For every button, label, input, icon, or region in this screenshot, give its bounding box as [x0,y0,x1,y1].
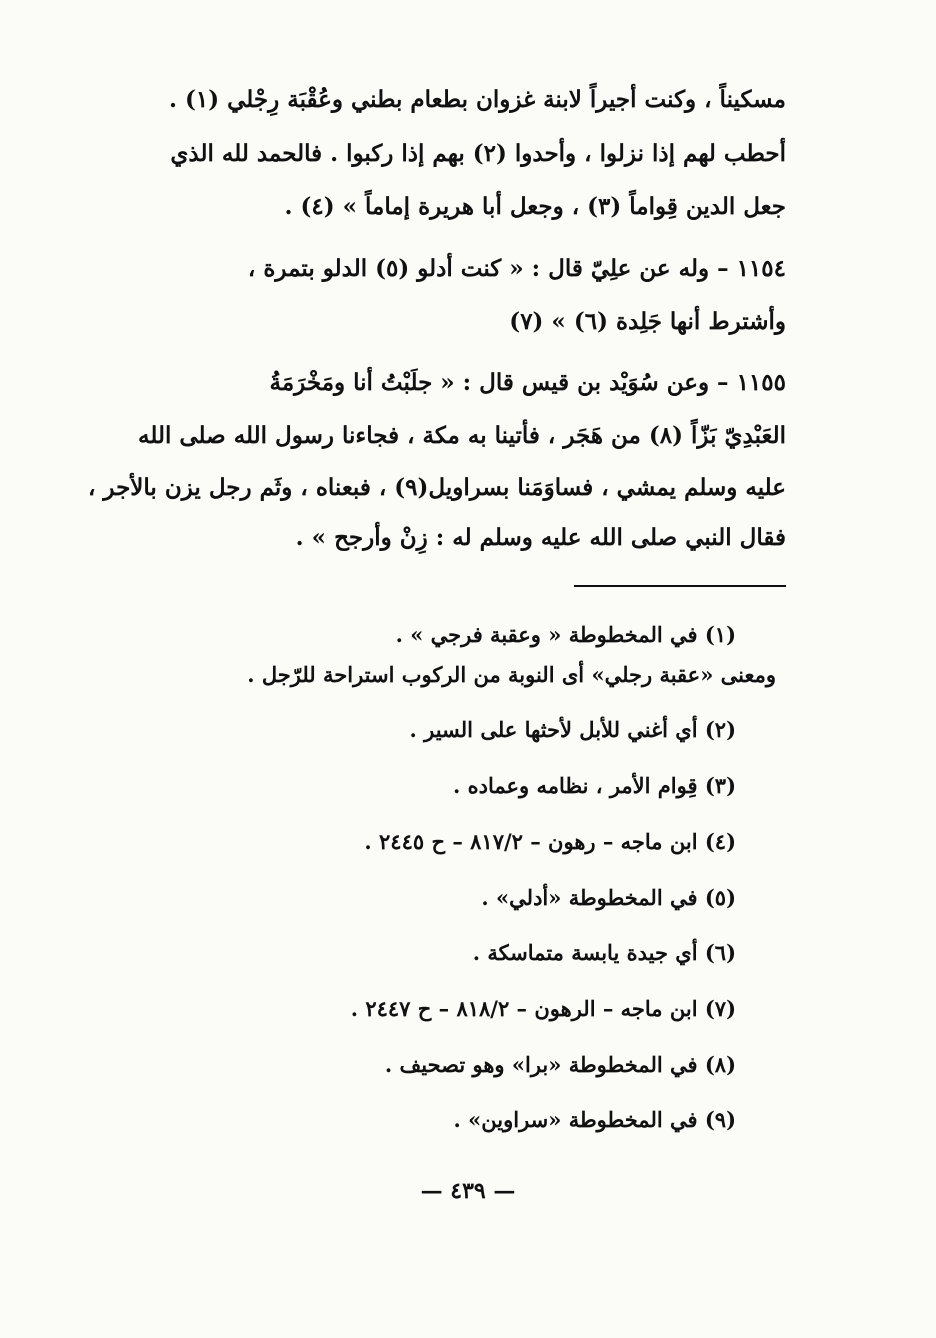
footnote-1: (١) في المخطوطة « وعقبة فرجي » . [395,622,736,647]
footnote-8: (٨) في المخطوطة «برا» وهو تصحيف . [384,1052,736,1077]
hadith-1155-line-1: ١١٥٥ – وعن سُوَيْد بن قيس قال : « جلَبْتُ أنا ومَخْرَمَةُ [269,369,786,396]
body-line-2: أحطب لهم إذا نزلوا ، وأحدوا (٢) بهم إذا ركبوا . فالحمد لله الذي [170,140,786,167]
hadith-1154-line-1: ١١٥٤ – وله عن علِيّ قال : « كنت أدلو (٥) الدلو بتمرة ، [247,255,786,282]
footnote-3: (٣) قِوام الأمر ، نظامه وعماده . [452,773,736,798]
footnote-7: (٧) ابن ماجه – الرهون – ٨١٨/٢ – ح ٢٤٤٧ . [350,996,736,1021]
footnote-4: (٤) ابن ماجه – رهون – ٨١٧/٢ – ح ٢٤٤٥ . [364,829,736,854]
body-line-1: مسكيناً ، وكنت أجيراً لابنة غزوان بطعام بطني وعُقْبَة رِجْلي (١) . [168,86,786,113]
hadith-1155-line-3: عليه وسلم يمشي ، فساوَمَنا بسراويل(٩) ، فبعناه ، وثَم رجل يزن بالأجر ، [87,474,786,501]
body-line-3: جعل الدين قِواماً (٣) ، وجعل أبا هريرة إماماً » (٤) . [284,193,786,220]
footnote-separator [574,585,786,587]
footnote-1-note: ومعنى «عقبة رجلي» أى النوبة من الركوب استراحة للرّجل . [247,662,776,687]
hadith-1155-line-2: العَبْدِيّ بَزّاً (٨) من هَجَر ، فأتينا به مكة ، فجاءنا رسول الله صلى الله [138,422,786,449]
page-number: — ٤٣٩ — [420,1178,516,1204]
hadith-1155-line-4: فقال النبي صلى الله عليه وسلم له : زِنْ وأرجح » . [295,524,786,551]
footnote-2: (٢) أي أغني للأبل لأحثها على السير . [409,717,736,742]
footnote-6: (٦) أي جيدة يابسة متماسكة . [472,940,736,965]
hadith-1154-line-2: وأشترط أنها جَلِدة (٦) » (٧) [509,308,786,335]
footnote-9: (٩) في المخطوطة «سراوين» . [453,1107,736,1132]
footnote-5: (٥) في المخطوطة «أدلي» . [481,885,736,910]
